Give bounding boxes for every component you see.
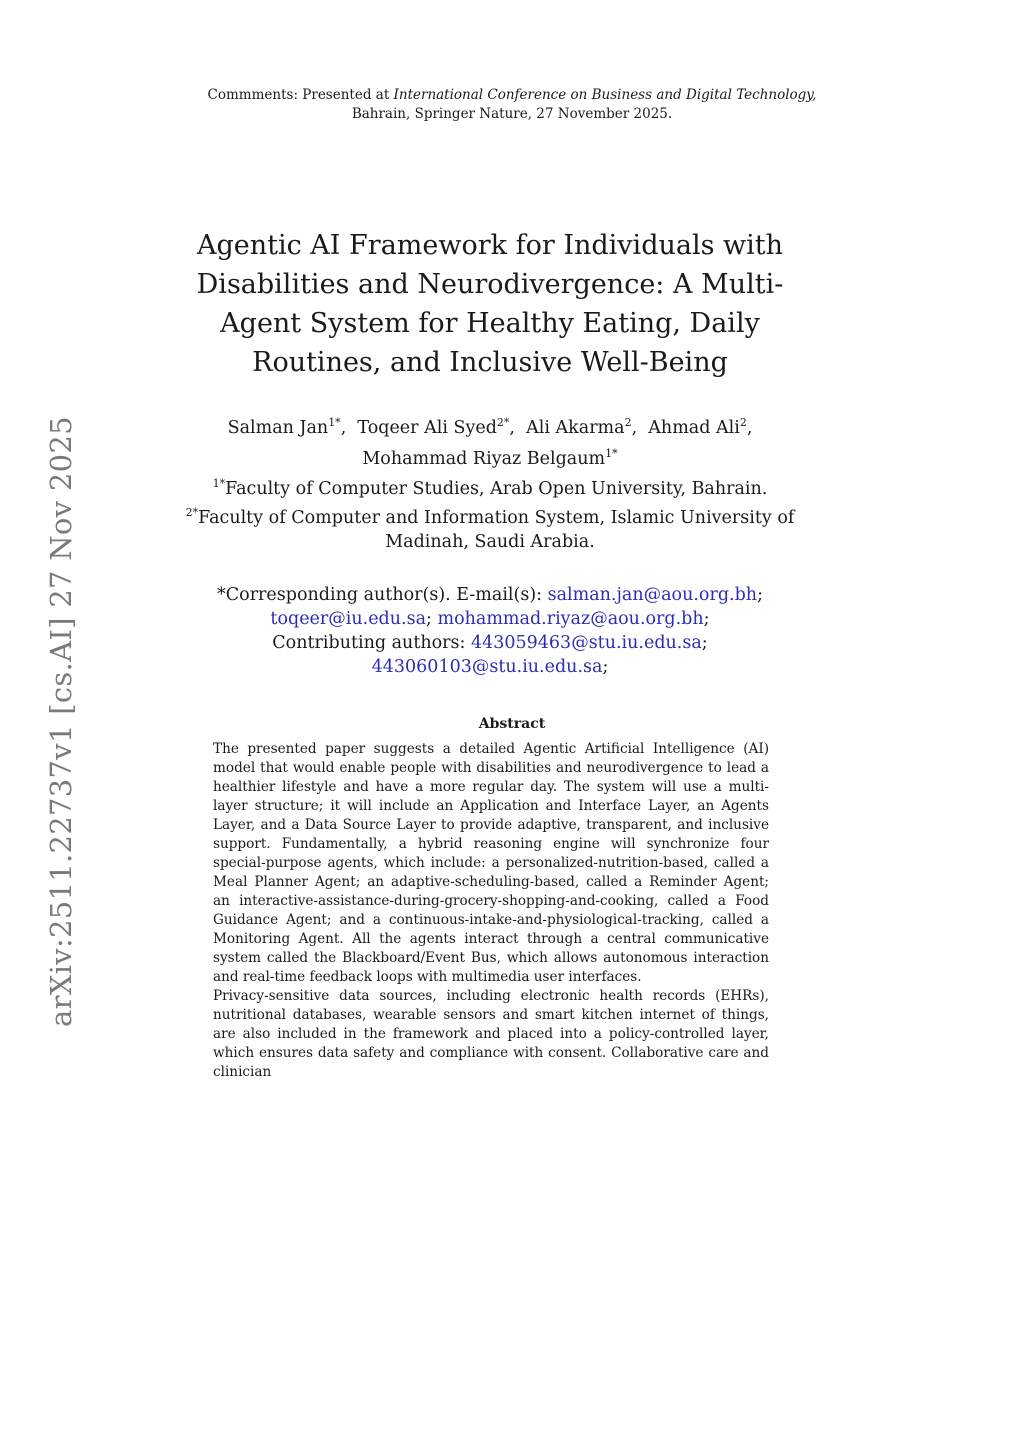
- abstract-paragraph: Privacy-sensitive data sources, including electronic health records (EHRs), nutritional databases, wearable sensors and smart kitchen internet of things, are also included in the framework and placed into a policy-controlled layer, which ensures data safety and compliance with consent. Collaborative care and clinician: [213, 988, 769, 1080]
- affiliation-mark: 2*: [185, 505, 199, 519]
- author-affiliation-mark: 1*: [328, 416, 341, 429]
- comments-venue: International Conference on Business and Digital Technology,: [393, 87, 817, 103]
- affiliation-text: Faculty of Computer Studies, Arab Open University, Bahrain.: [225, 478, 768, 499]
- correspondence-block: *Corresponding author(s). E-mail(s): salman.jan@aou.org.bh; toqeer@iu.edu.sa; mohammad.riyaz@aou.org.bh; Contributing authors: 443059463@stu.iu.edu.sa; 443060103@stu.iu.edu.sa;: [217, 585, 763, 677]
- author-affiliation-mark: 1*: [605, 446, 618, 460]
- corresponding-label: *Corresponding author(s). E-mail(s):: [217, 585, 548, 605]
- abstract-paragraph: The presented paper suggests a detailed Agentic Artificial Intelligence (AI) model that would enable people with disabilities and neurodivergence to lead a healthier lifestyle and have a more regular day. The system will use a multi-layer structure; it will include an Application and Interface Layer, an Agents Layer, and a Data Source Layer to provide adaptive, transparent, and inclusive support. Fundamentally, a hybrid reasoning engine will synchronize four special-purpose agents, which include: a personalized-nutrition-based, called a Meal Planner Agent; an adaptive-scheduling-based, called a Reminder Agent; an interactive-assistance-during-grocery-shopping-and-cooking, called a Food Guidance Agent; and a continuous-intake-and-physiological-tracking, called a Monitoring Agent. All the agents interact through a central communicative system called the Blackboard/Event Bus, which allows autonomous interaction and real-time feedback loops with multimedia user interfaces.: [213, 741, 769, 985]
- affiliation-mark: 1*: [212, 477, 226, 490]
- author-name: Salman Jan: [227, 417, 329, 438]
- email-link[interactable]: 443060103@stu.iu.edu.sa: [371, 657, 603, 677]
- author-name: Mohammad Riyaz Belgaum: [362, 448, 606, 469]
- author-list: Salman Jan$^{1*}$, Toqeer Ali Syed$^{2*}$, Ali Akarma$^2$, Ahmad Ali$^2$, Mohammad Riyaz Belgaum$^{1*}$: [227, 416, 753, 469]
- author-affiliation-mark: 2*: [496, 416, 510, 429]
- author-name: Toqeer Ali Syed: [357, 417, 497, 438]
- email-link[interactable]: salman.jan@aou.org.bh: [547, 585, 758, 605]
- email-link[interactable]: mohammad.riyaz@aou.org.bh: [437, 609, 704, 629]
- email-link[interactable]: toqeer@iu.edu.sa: [270, 609, 427, 629]
- contributing-label: Contributing authors:: [272, 633, 471, 653]
- affiliation-text: Faculty of Computer and Information System, Islamic University of Madinah, Saudi Arabia.: [198, 507, 795, 552]
- author-name: Ali Akarma: [526, 417, 625, 438]
- abstract-heading: Abstract: [478, 716, 546, 732]
- comments-line2: Bahrain, Springer Nature, 27 November 2025.: [351, 106, 673, 122]
- comments-note: [0, 86, 1024, 124]
- author-affiliation-mark: 2: [739, 416, 747, 429]
- author-name: Ahmad Ali: [648, 417, 740, 438]
- paper-title: Agentic AI Framework for Individuals with Disabilities and Neurodivergence: A Multi-Agent System for Healthy Eating, Daily Routines, and Inclusive Well-Being: [196, 230, 784, 378]
- email-link[interactable]: 443059463@stu.iu.edu.sa: [470, 633, 702, 653]
- author-affiliation-mark: 2: [624, 416, 632, 429]
- arxiv-identifier: arXiv:2511.22737v1 [cs.AI] 27 Nov 2025: [44, 416, 78, 1027]
- abstract-body: [213, 740, 769, 1082]
- affiliation-list: [180, 472, 800, 554]
- comments-prefix: Commments: Presented at: [207, 87, 394, 103]
